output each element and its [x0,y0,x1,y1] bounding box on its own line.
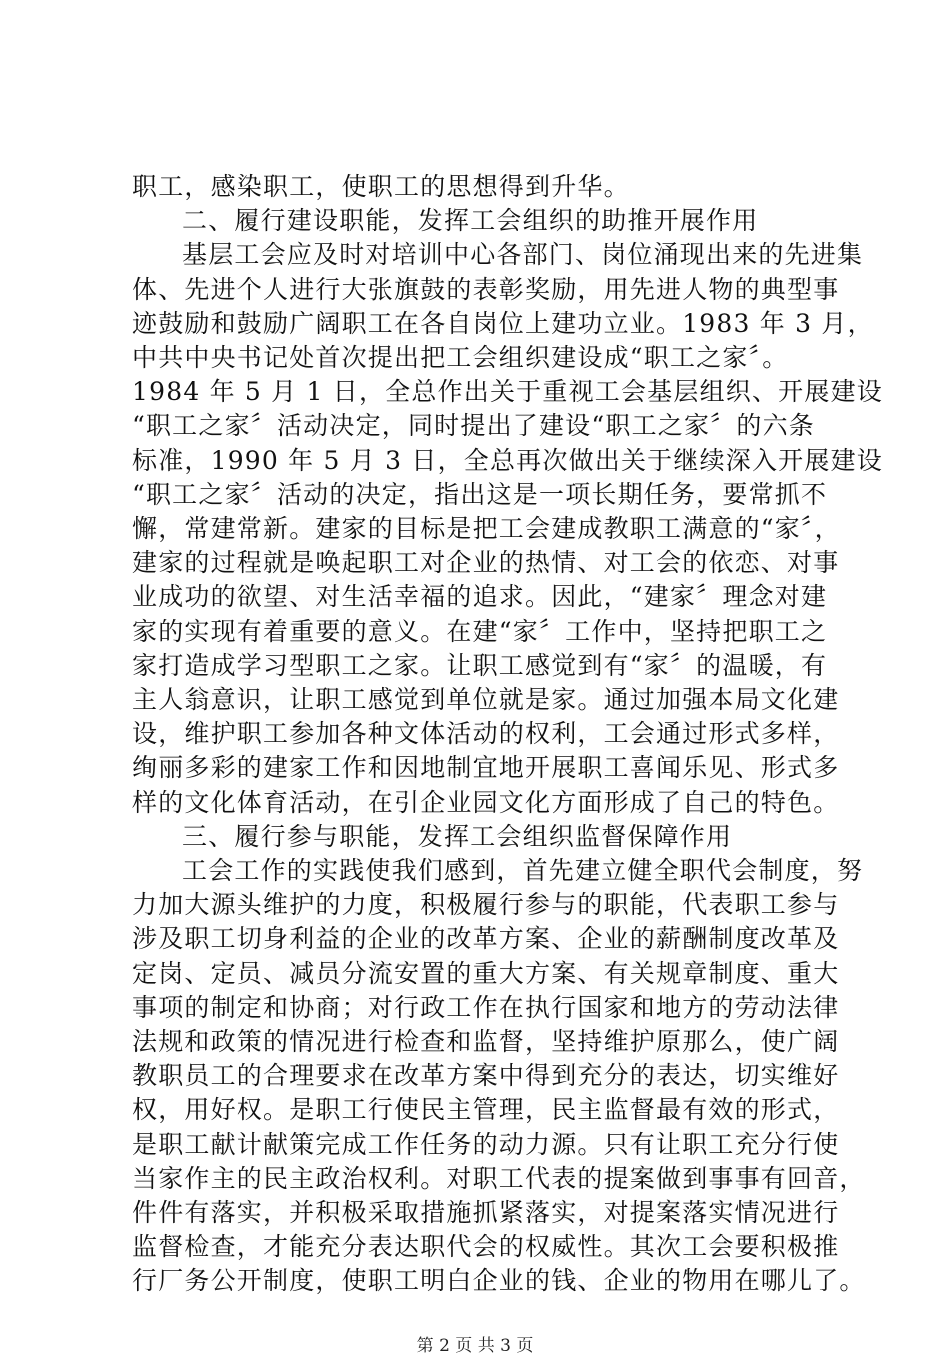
text-line: 体、先进个人进行大张旗鼓的表彰奖励，用先进人物的典型事 [132,274,840,304]
text-line: 设，维护职工参加各种文体活动的权利，工会通过形式多样， [132,719,840,749]
text-line: 当家作主的民主政治权利。对职工代表的提案做到事事有回音， [132,1163,866,1193]
text-line: 职工，感染职工，使职工的思想得到升华。 [132,172,630,201]
text-line: 基层工会应及时对培训中心各部门、岗位涌现出来的先进集 [182,240,864,270]
text-line: 行厂务公开制度，使职工明白企业的钱、企业的物用在哪儿了。 [132,1266,866,1296]
text-line: “职工之家〞活动的决定，指出这是一项长期任务，要常抓不 [132,479,828,509]
text-line: 中共中央书记处首次提出把工会组织建设成“职工之家〞。 [132,343,789,372]
text-line: 1984 年 5 月 1 日，全总作出关于重视工会基层组织、开展建设 [132,377,883,407]
text-line: 件件有落实，并积极采取措施抓紧落实，对提案落实情况进行 [132,1198,840,1227]
text-line: 涉及职工切身利益的企业的改革方案、企业的薪酬制度改革及 [132,924,840,954]
text-line: 懈，常建常新。建家的目标是把工会建成教职工满意的“家〞， [132,514,841,543]
text-line: 是职工献计献策完成工作任务的动力源。只有让职工充分行使 [132,1129,840,1159]
text-line: 法规和政策的情况进行检查和监督，坚持维护原那么，使广阔 [132,1027,840,1056]
text-line: 迹鼓励和鼓励广阔职工在各自岗位上建功立业。1983 年 3 月， [132,308,874,338]
text-line: 标准，1990 年 5 月 3 日，全总再次做出关于继续深入开展建设 [132,445,883,475]
text-line: “职工之家〞活动决定，同时提出了建设“职工之家〞的六条 [132,411,815,441]
text-line: 事项的制定和协商；对行政工作在执行国家和地方的劳动法律 [132,992,840,1022]
text-line: 力加大源头维护的力度，积极履行参与的职能，代表职工参与 [132,890,840,920]
text-line: 家打造成学习型职工之家。让职工感觉到有“家〞的温暖，有 [132,650,828,680]
section-heading: 三、履行参与职能，发挥工会组织监督保障作用 [182,821,733,851]
text-line: 定岗、定员、减员分流安置的重大方案、有关规章制度、重大 [132,958,840,988]
text-line: 建家的过程就是唤起职工对企业的热情、对工会的依恋、对事 [132,548,840,578]
section-heading: 二、履行建设职能，发挥工会组织的助推开展作用 [182,206,759,236]
text-line: 绚丽多彩的建家工作和因地制宜地开展职工喜闻乐见、形式多 [132,753,840,783]
text-line: 主人翁意识，让职工感觉到单位就是家。通过加强本局文化建 [132,685,840,714]
text-line: 监督检查，才能充分表达职代会的权威性。其次工会要积极推 [132,1232,840,1262]
text-line: 教职员工的合理要求在改革方案中得到充分的表达，切实维好 [132,1061,840,1091]
text-line: 权，用好权。是职工行使民主管理，民主监督最有效的形式， [132,1095,840,1125]
page-number: 第 2 页 共 3 页 [416,1335,534,1356]
text-line: 家的实现有着重要的意义。在建“家〞工作中，坚持把职工之 [132,616,828,646]
text-line: 工会工作的实践使我们感到，首先建立健全职代会制度，努 [182,856,864,885]
text-line: 业成功的欲望、对生活幸福的追求。因此，“建家〞理念对建 [132,582,828,612]
text-line: 样的文化体育活动，在引企业园文化方面形成了自己的特色。 [132,787,840,817]
